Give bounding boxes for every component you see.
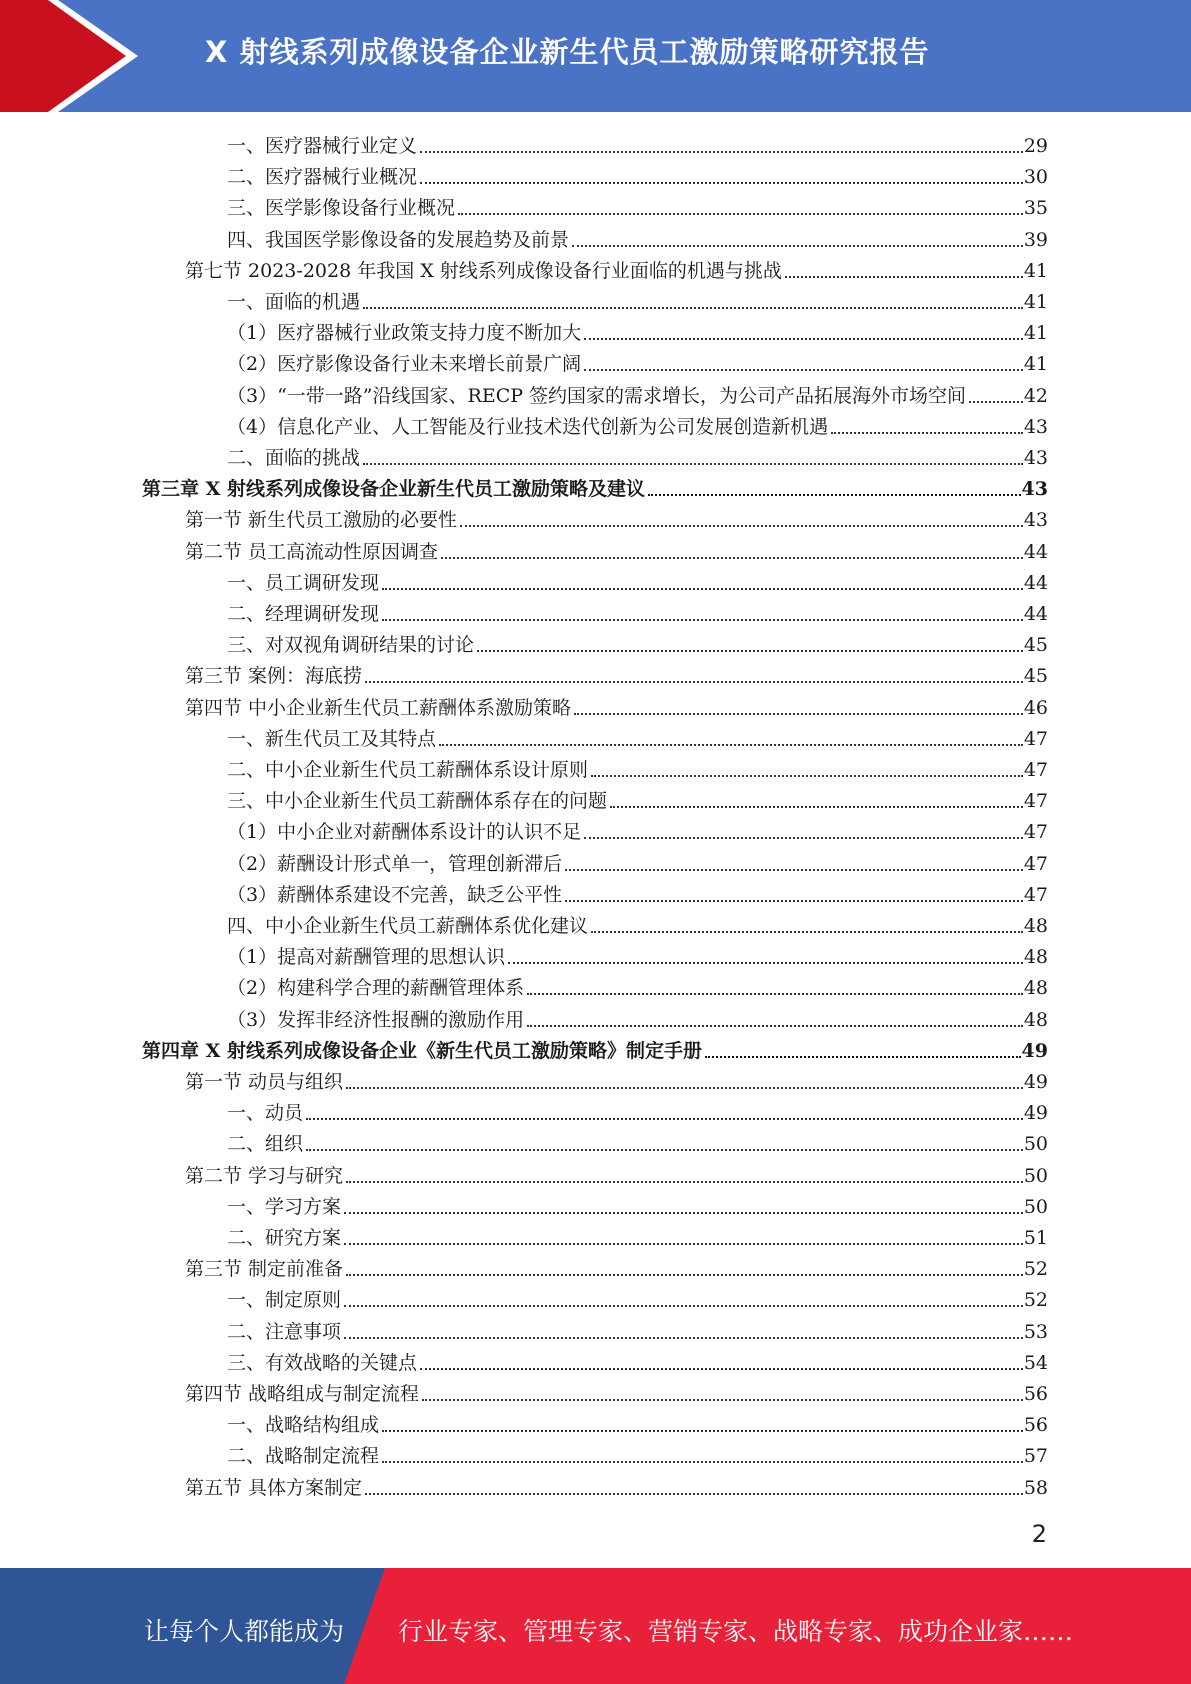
toc-entry-page: 58 xyxy=(1023,1476,1048,1499)
toc-dot-leader xyxy=(344,1243,1023,1245)
toc-dot-leader xyxy=(705,1056,1021,1058)
red-chevron-icon xyxy=(0,0,160,112)
toc-dot-leader xyxy=(382,619,1023,621)
toc-entry-page: 52 xyxy=(1023,1289,1048,1312)
toc-entry[interactable] xyxy=(227,1188,1048,1219)
toc-entry[interactable] xyxy=(227,751,1048,782)
toc-entry[interactable] xyxy=(185,1157,1048,1188)
toc-entry[interactable] xyxy=(227,1437,1048,1468)
toc-entry[interactable] xyxy=(185,533,1048,564)
toc-dot-leader xyxy=(365,1493,1023,1495)
toc-entry-title: 第四节 战略组成与制定流程 xyxy=(185,1383,420,1405)
toc-entry-page: 45 xyxy=(1023,665,1048,688)
toc-entry-page: 52 xyxy=(1023,1258,1048,1281)
toc-entry[interactable] xyxy=(227,1125,1048,1156)
toc-entry-title: 第三节 制定前准备 xyxy=(185,1258,344,1281)
toc-entry-title: 二、医疗器械行业概况 xyxy=(227,166,418,189)
toc-dot-leader xyxy=(460,525,1023,527)
toc-entry[interactable] xyxy=(185,1063,1048,1094)
toc-dot-leader xyxy=(591,775,1023,777)
toc-entry[interactable] xyxy=(227,813,1048,844)
toc-entry-title: 三、医学影像设备行业概况 xyxy=(227,197,456,220)
toc-dot-leader xyxy=(344,1212,1023,1214)
toc-entry[interactable] xyxy=(227,377,1048,408)
toc-entry-page: 41 xyxy=(1023,353,1048,376)
toc-entry-page: 42 xyxy=(1023,384,1048,407)
toc-dot-leader xyxy=(422,1399,1023,1401)
toc-entry-page: 47 xyxy=(1023,821,1048,844)
toc-entry[interactable] xyxy=(185,252,1048,283)
toc-entry-page: 35 xyxy=(1023,197,1048,220)
toc-entry-title: 二、注意事项 xyxy=(227,1320,342,1343)
toc-entry-title: 第二节 学习与研究 xyxy=(185,1164,344,1187)
toc-dot-leader xyxy=(344,1305,1023,1307)
toc-entry-page: 43 xyxy=(1023,447,1048,469)
toc-dot-leader xyxy=(969,401,1023,403)
toc-dot-leader xyxy=(363,463,1023,465)
toc-entry-title: 四、中小企业新生代员工薪酬体系优化建议 xyxy=(227,915,589,937)
toc-entry-title: 第七节 2023-2028 年我国 X 射线系列成像设备行业面临的机遇与挑战 xyxy=(185,259,782,282)
toc-entry[interactable] xyxy=(227,158,1048,189)
toc-entry-title: 第四章 X 射线系列成像设备企业《新生代员工激励策略》制定手册 xyxy=(142,1039,702,1062)
toc-entry-title: （2）医疗影像设备行业未来增长前景广阔 xyxy=(227,353,582,376)
page-number: 2 xyxy=(1031,1520,1047,1548)
toc-entry-title: （2）构建科学合理的薪酬管理体系 xyxy=(227,977,525,1000)
toc-entry-page: 43 xyxy=(1023,509,1048,532)
toc-dot-leader xyxy=(527,1025,1023,1027)
toc-entry[interactable] xyxy=(185,501,1048,532)
toc-entry[interactable] xyxy=(227,1313,1048,1344)
toc-entry[interactable] xyxy=(227,345,1048,376)
toc-entry-title: 二、研究方案 xyxy=(227,1227,342,1249)
toc-entry[interactable] xyxy=(227,221,1048,252)
toc-entry-title: （1）提高对薪酬管理的思想认识 xyxy=(227,946,506,969)
toc-entry-title: 二、战略制定流程 xyxy=(227,1445,380,1468)
toc-entry-page: 50 xyxy=(1023,1195,1048,1218)
toc-entry-page: 41 xyxy=(1023,291,1048,313)
toc-dot-leader xyxy=(565,869,1023,871)
toc-dot-leader xyxy=(572,245,1023,247)
toc-entry-page: 30 xyxy=(1023,166,1048,189)
footer-slogan-right: 行业专家、管理专家、营销专家、战略专家、成功企业家…… xyxy=(398,1617,1074,1646)
toc-entry-title: 一、面临的机遇 xyxy=(227,291,361,313)
footer-band xyxy=(0,1568,1191,1684)
toc-entry-page: 49 xyxy=(1023,1071,1048,1093)
toc-dot-leader xyxy=(477,650,1023,652)
toc-dot-leader xyxy=(458,213,1023,215)
toc-entry[interactable] xyxy=(142,1032,1048,1063)
toc-entry[interactable] xyxy=(227,938,1048,969)
toc-entry-title: 三、对双视角调研结果的讨论 xyxy=(227,634,475,657)
toc-entry[interactable] xyxy=(142,470,1048,501)
toc-entry-title: 第一节 动员与组织 xyxy=(185,1071,344,1093)
toc-entry-title: 二、经理调研发现 xyxy=(227,603,380,625)
toc-entry-page: 43 xyxy=(1023,415,1048,438)
toc-entry-title: 三、中小企业新生代员工薪酬体系存在的问题 xyxy=(227,790,608,813)
toc-entry-title: 第五节 具体方案制定 xyxy=(185,1476,363,1499)
toc-entry[interactable] xyxy=(227,564,1048,595)
toc-entry-page: 41 xyxy=(1023,259,1048,282)
toc-dot-leader xyxy=(610,806,1023,808)
toc-entry-title: 一、制定原则 xyxy=(227,1289,342,1312)
toc-dot-leader xyxy=(346,1087,1023,1089)
toc-entry[interactable] xyxy=(227,408,1048,439)
toc-entry[interactable] xyxy=(185,1469,1048,1500)
toc-dot-leader xyxy=(382,588,1023,590)
toc-entry-title: 第一节 新生代员工激励的必要性 xyxy=(185,509,458,532)
toc-entry[interactable] xyxy=(227,626,1048,657)
toc-entry-title: 三、有效战略的关键点 xyxy=(227,1351,418,1374)
toc-entry-page: 47 xyxy=(1023,790,1048,813)
toc-entry[interactable] xyxy=(227,314,1048,345)
toc-dot-leader xyxy=(584,338,1023,340)
toc-dot-leader xyxy=(831,432,1023,434)
toc-entry[interactable] xyxy=(227,1281,1048,1312)
toc-dot-leader xyxy=(648,494,1021,496)
toc-entry-page: 47 xyxy=(1023,759,1048,781)
toc-dot-leader xyxy=(441,557,1023,559)
toc-entry-page: 44 xyxy=(1023,571,1048,594)
toc-entry[interactable] xyxy=(227,720,1048,751)
toc-entry-title: 第二节 员工高流动性原因调查 xyxy=(185,540,439,563)
toc-entry[interactable] xyxy=(227,1344,1048,1375)
toc-entry[interactable] xyxy=(227,127,1048,158)
toc-entry-title: 一、医疗器械行业定义 xyxy=(227,135,418,157)
toc-dot-leader xyxy=(584,369,1023,371)
toc-entry-page: 53 xyxy=(1023,1320,1048,1343)
toc-dot-leader xyxy=(306,1149,1023,1151)
toc-dot-leader xyxy=(382,1461,1023,1463)
toc-entry-title: 第三章 X 射线系列成像设备企业新生代员工激励策略及建议 xyxy=(142,478,645,501)
toc-entry-title: 二、组织 xyxy=(227,1133,304,1156)
toc-entry-title: 第四节 中小企业新生代员工薪酬体系激励策略 xyxy=(185,696,572,719)
toc-entry-page: 47 xyxy=(1023,852,1048,875)
toc-entry[interactable] xyxy=(227,907,1048,938)
toc-dot-leader xyxy=(591,931,1023,933)
toc-entry-page: 48 xyxy=(1023,946,1048,969)
toc-dot-leader xyxy=(420,1368,1023,1370)
toc-entry-title: 一、战略结构组成 xyxy=(227,1414,380,1437)
toc-entry-title: （1）医疗器械行业政策支持力度不断加大 xyxy=(227,322,582,345)
toc-entry[interactable] xyxy=(227,876,1048,907)
toc-dot-leader xyxy=(363,307,1023,309)
toc-entry-title: 一、学习方案 xyxy=(227,1195,342,1218)
toc-entry-title: 一、动员 xyxy=(227,1102,304,1125)
toc-entry[interactable] xyxy=(227,595,1048,626)
toc-entry-page: 48 xyxy=(1023,915,1048,937)
toc-entry[interactable] xyxy=(227,1001,1048,1032)
toc-entry-title: 二、中小企业新生代员工薪酬体系设计原则 xyxy=(227,759,589,781)
toc-entry-page: 43 xyxy=(1021,478,1048,501)
toc-entry-title: 二、面临的挑战 xyxy=(227,447,361,469)
footer-slogan-left: 让每个人都能成为 xyxy=(144,1617,345,1646)
toc-entry-title: 四、我国医学影像设备的发展趋势及前景 xyxy=(227,228,570,251)
toc-entry-page: 45 xyxy=(1023,634,1048,657)
toc-entry-title: （4）信息化产业、人工智能及行业技术迭代创新为公司发展创造新机遇 xyxy=(227,415,829,438)
toc-entry[interactable] xyxy=(227,1094,1048,1125)
toc-entry[interactable] xyxy=(185,689,1048,720)
toc-dot-leader xyxy=(420,151,1023,153)
toc-dot-leader xyxy=(344,1337,1023,1339)
toc-entry[interactable] xyxy=(227,782,1048,813)
toc-entry-page: 49 xyxy=(1021,1039,1048,1062)
toc-entry-page: 29 xyxy=(1023,135,1048,157)
toc-entry[interactable] xyxy=(227,283,1048,314)
toc-entry-page: 56 xyxy=(1023,1383,1048,1405)
toc-entry[interactable] xyxy=(227,189,1048,220)
toc-dot-leader xyxy=(508,962,1023,964)
toc-dot-leader xyxy=(346,1181,1023,1183)
toc-entry-title: 一、员工调研发现 xyxy=(227,571,380,594)
toc-entry[interactable] xyxy=(185,657,1048,688)
toc-entry-title: （3）“一带一路”沿线国家、RECP 签约国家的需求增长，为公司产品拓展海外市场空间 xyxy=(227,384,967,407)
toc-dot-leader xyxy=(565,900,1023,902)
toc-entry-title: 第三节 案例：海底捞 xyxy=(185,665,363,688)
toc-entry-page: 46 xyxy=(1023,696,1048,719)
toc-entry-page: 44 xyxy=(1023,540,1048,563)
toc-entry-title: （3）薪酬体系建设不完善，缺乏公平性 xyxy=(227,883,563,906)
toc-dot-leader xyxy=(785,276,1023,278)
toc-entry-page: 50 xyxy=(1023,1164,1048,1187)
toc-dot-leader xyxy=(365,681,1023,683)
toc-entry-title: （1）中小企业对薪酬体系设计的认识不足 xyxy=(227,821,582,844)
toc-entry-page: 49 xyxy=(1023,1102,1048,1125)
toc-dot-leader xyxy=(574,713,1023,715)
toc-entry-page: 41 xyxy=(1023,322,1048,345)
toc-entry-page: 47 xyxy=(1023,727,1048,750)
toc-dot-leader xyxy=(382,1430,1023,1432)
toc-entry-title: （2）薪酬设计形式单一，管理创新滞后 xyxy=(227,852,563,875)
report-title: X 射线系列成像设备企业新生代员工激励策略研究报告 xyxy=(205,35,930,69)
toc-entry[interactable] xyxy=(227,439,1048,470)
toc-entry-page: 56 xyxy=(1023,1414,1048,1437)
toc-dot-leader xyxy=(439,744,1023,746)
toc-entry-page: 50 xyxy=(1023,1133,1048,1156)
toc-entry-page: 44 xyxy=(1023,603,1048,625)
toc-entry-title: 一、新生代员工及其特点 xyxy=(227,727,437,750)
toc-entry-page: 48 xyxy=(1023,1008,1048,1031)
toc-entry[interactable] xyxy=(185,1375,1048,1406)
toc-entry-title: （3）发挥非经济性报酬的激励作用 xyxy=(227,1008,525,1031)
toc-dot-leader xyxy=(527,993,1023,995)
toc-entry-page: 39 xyxy=(1023,228,1048,251)
toc-entry-page: 48 xyxy=(1023,977,1048,1000)
toc-entry[interactable] xyxy=(227,1219,1048,1250)
toc-entry[interactable] xyxy=(227,845,1048,876)
toc-dot-leader xyxy=(306,1118,1023,1120)
toc-entry-page: 57 xyxy=(1023,1445,1048,1468)
toc-dot-leader xyxy=(584,837,1023,839)
toc-entry-page: 51 xyxy=(1023,1227,1048,1249)
toc-entry[interactable] xyxy=(227,1406,1048,1437)
toc-dot-leader xyxy=(420,182,1023,184)
toc-dot-leader xyxy=(346,1274,1023,1276)
toc-entry-page: 54 xyxy=(1023,1351,1048,1374)
header-band xyxy=(0,0,1191,112)
toc-entry[interactable] xyxy=(185,1250,1048,1281)
toc-entry[interactable] xyxy=(227,969,1048,1000)
toc-entry-page: 47 xyxy=(1023,883,1048,906)
